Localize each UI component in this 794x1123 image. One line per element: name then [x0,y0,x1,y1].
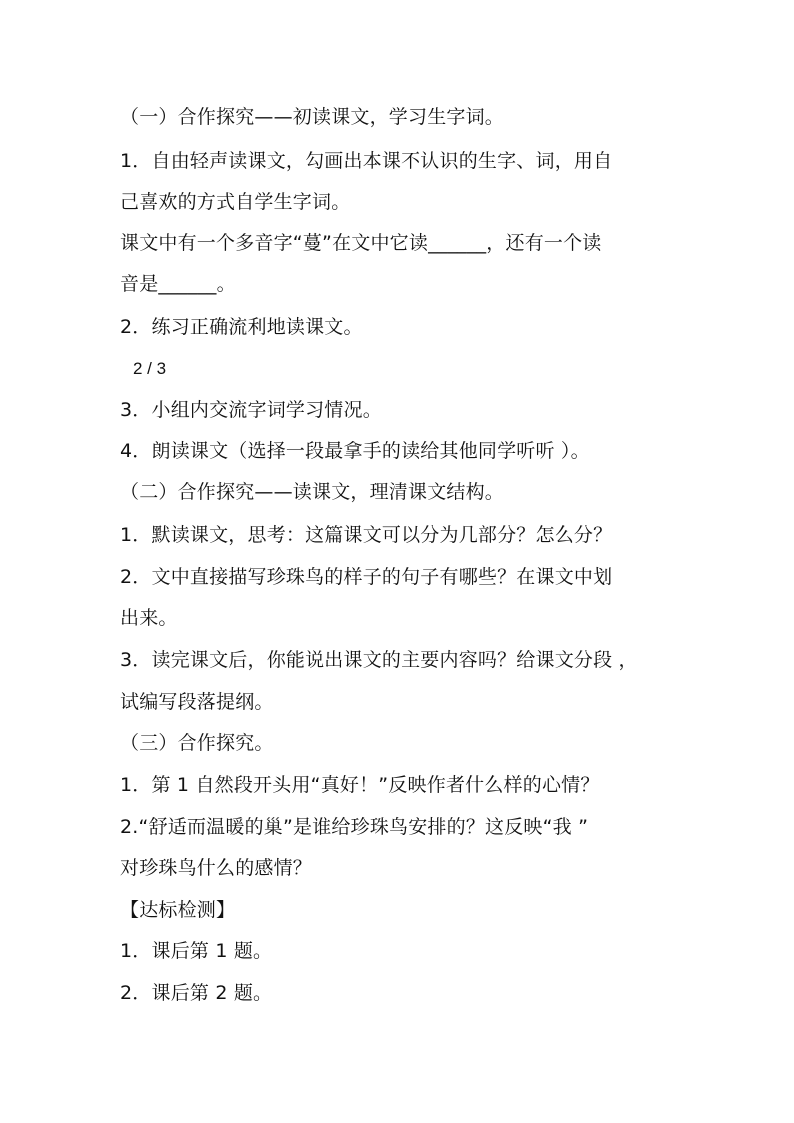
paragraph-line: 1．默读课文，思考：这篇课文可以分为几部分？怎么分？ [120,524,613,546]
paragraph-line: 课文中有一个多音字“蔓”在文中它读______，还有一个读 [120,232,602,254]
paragraph-line: 1．课后第 1 题。 [120,940,273,962]
paragraph-line: 己喜欢的方式自学生字词。 [120,191,351,213]
paragraph-line: 1．自由轻声读课文，勾画出本课不认识的生字、词，用自 [120,150,613,172]
paragraph-line: 出来。 [120,607,178,629]
paragraph-line: 3．小组内交流字词学习情况。 [120,399,382,421]
paragraph-line: 2．课后第 2 题。 [120,982,273,1004]
section-heading-2: （二）合作探究——读课文，理清课文结构。 [120,481,505,503]
page-number: 2 / 3 [133,359,167,378]
paragraph-line: 试编写段落提纲。 [120,691,274,713]
section-heading-3: （三）合作探究。 [120,732,274,754]
paragraph-line: 3．读完课文后，你能说出课文的主要内容吗？给课文分段 ， [120,649,638,671]
paragraph-line: 2.“舒适而温暖的巢”是谁给珍珠鸟安排的？这反映“我 ” [120,816,589,838]
paragraph-line: 对珍珠鸟什么的感情？ [120,857,313,879]
section-heading-1: （一）合作探究——初读课文，学习生字词。 [120,106,505,128]
paragraph-line: 4．朗读课文（选择一段最拿手的读给其他同学听听 ）。 [120,440,590,462]
paragraph-line: 2．练习正确流利地读课文。 [120,316,363,338]
paragraph-line: 音是______。 [120,273,236,295]
paragraph-line: 1．第 1 自然段开头用“真好！”反映作者什么样的心情？ [120,774,600,796]
section-heading-test: 【达标检测】 [120,899,236,921]
paragraph-line: 2．文中直接描写珍珠鸟的样子的句子有哪些？在课文中划 [120,566,613,588]
